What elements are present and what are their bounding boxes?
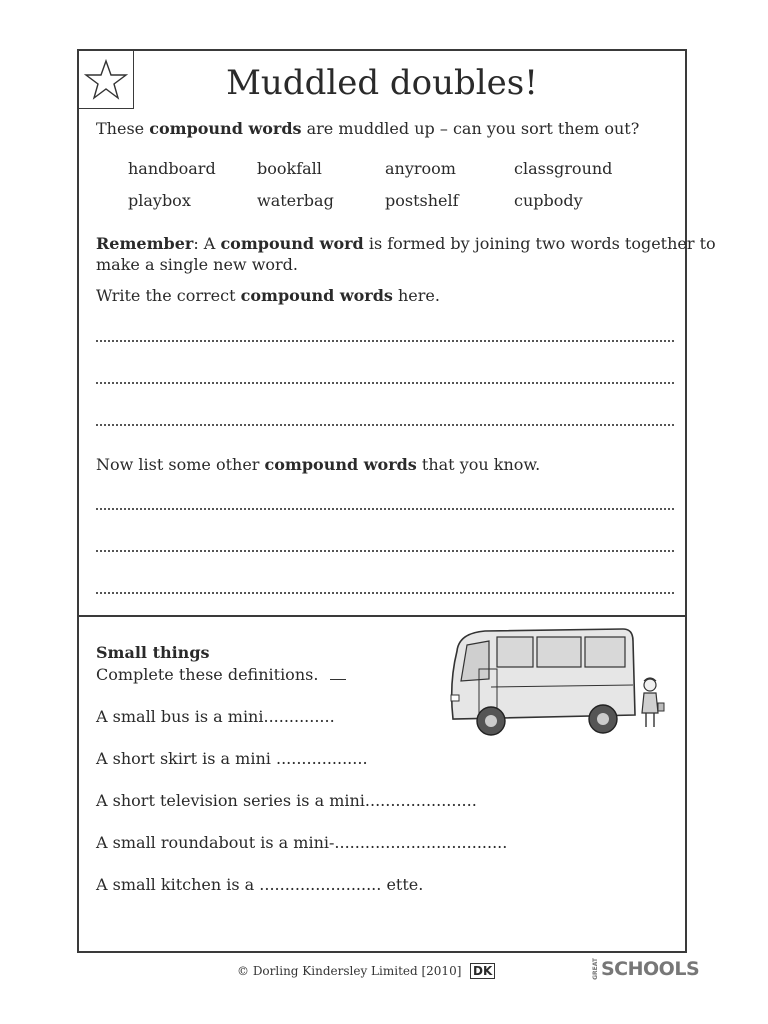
muddled-word: anyroom — [385, 159, 456, 178]
definition-5: A small kitchen is a ........................ ette. — [96, 875, 424, 894]
remember-note-line2: make a single new word. — [96, 255, 298, 274]
answer-line[interactable] — [96, 592, 674, 594]
answer-line[interactable] — [96, 382, 674, 384]
dk-logo: DK — [470, 963, 495, 979]
muddled-word: bookfall — [257, 159, 322, 178]
page-title: Muddled doubles! — [226, 63, 538, 103]
answer-line[interactable] — [96, 508, 674, 510]
worksheet — [77, 49, 716, 953]
definition-3: A short television series is a mini...................... — [96, 791, 477, 810]
logo-text: SCHOOLS — [601, 958, 700, 980]
answer-line[interactable] — [96, 550, 674, 552]
answer-line[interactable] — [96, 424, 674, 426]
section-divider — [79, 615, 685, 617]
greatschools-logo — [592, 958, 699, 980]
muddled-word: waterbag — [257, 191, 334, 210]
definition-2: A short skirt is a mini .................. — [96, 749, 368, 768]
muddled-word: cupbody — [514, 191, 583, 210]
definition-4: A small roundabout is a mini-.................................. — [96, 833, 508, 852]
small-things-heading: Small things — [96, 643, 210, 662]
muddled-word: handboard — [128, 159, 216, 178]
write-prompt: Write the correct compound words here. — [96, 286, 440, 305]
intro-text: These compound words are muddled up – can you sort them out? — [96, 119, 640, 138]
muddled-word: postshelf — [385, 191, 459, 210]
muddled-word: playbox — [128, 191, 191, 210]
small-things-instruction: Complete these definitions. — [96, 665, 346, 685]
definition-1: A small bus is a mini.............. — [96, 707, 335, 726]
copyright-notice: © Dorling Kindersley Limited [2010] — [237, 964, 462, 978]
minibus-illustration — [445, 623, 665, 741]
remember-note: Remember: A compound word is formed by joining two words together to — [96, 234, 716, 253]
muddled-word: classground — [514, 159, 613, 178]
answer-line[interactable] — [96, 340, 674, 342]
list-prompt: Now list some other compound words that you know. — [96, 455, 541, 474]
logo-small-text: GREAT — [592, 958, 599, 980]
